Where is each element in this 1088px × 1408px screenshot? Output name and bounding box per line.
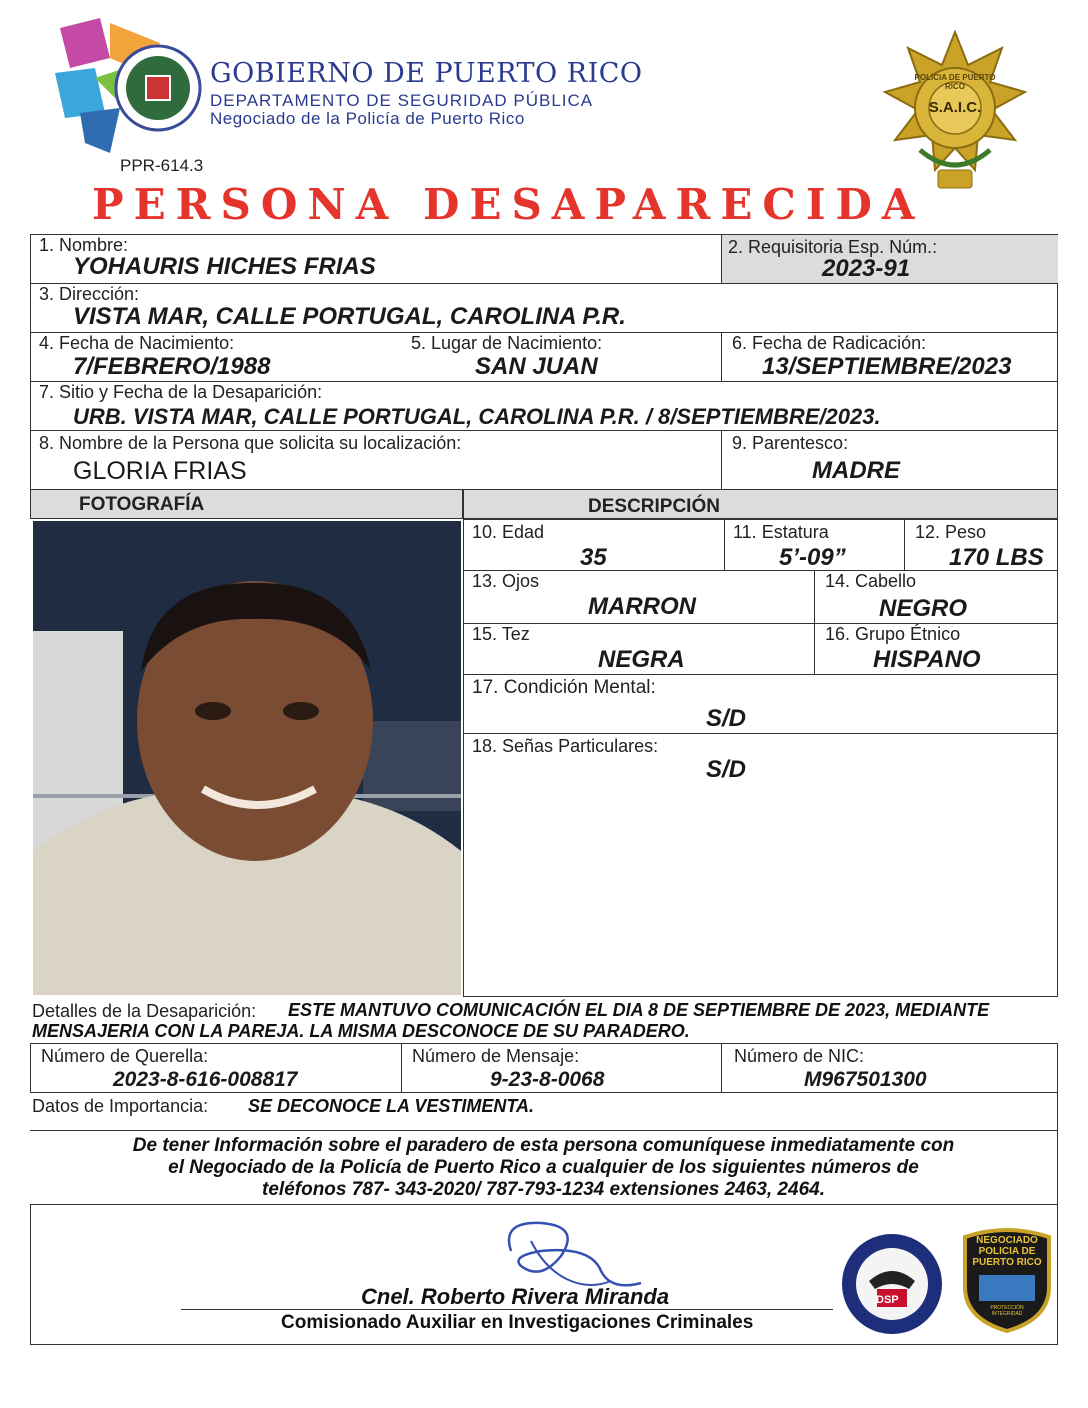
row-numeros <box>30 1043 1058 1093</box>
form-code: PPR-614.3 <box>120 156 204 175</box>
descripcion-header <box>463 489 1058 519</box>
photo-placeholder <box>33 521 461 995</box>
edad-value: 35 <box>580 544 607 571</box>
mental-value: S/D <box>706 705 747 732</box>
row-sitio <box>30 381 1058 431</box>
signer-name: Cnel. Roberto Rivera Miranda <box>361 1284 670 1309</box>
desc-row-b <box>464 571 1057 624</box>
signature-line <box>181 1309 833 1310</box>
mensaje-value: 9-23-8-0068 <box>490 1068 605 1091</box>
parentesco-label: 9. Parentesco: <box>732 433 849 453</box>
mensaje-cell <box>401 1044 721 1092</box>
cabello-cell <box>814 571 1058 623</box>
dsp-center-text: DSP <box>876 1294 899 1306</box>
nic-cell <box>721 1044 1058 1092</box>
lugar-value: SAN JUAN <box>475 353 598 380</box>
row-solicita <box>30 430 1058 490</box>
peso-value: 170 LBS <box>949 544 1044 571</box>
nacimiento-value: 7/FEBRERO/1988 <box>73 353 271 380</box>
descripcion-header-text: DESCRIPCIÓN <box>588 496 720 517</box>
direccion-value: VISTA MAR, CALLE PORTUGAL, CAROLINA P.R. <box>73 303 626 330</box>
npr-bottom-text: PROTECCIÓN INTEGRIDAD <box>990 1305 1024 1317</box>
estatura-value: 5’-09” <box>779 544 846 571</box>
detalles-line-1: ESTE MANTUVO COMUNICACIÓN EL DIA 8 DE SEPTIEMBRE DE 2023, MEDIANTE <box>288 1000 990 1020</box>
nombre-value: YOHAURIS HICHES FRIAS <box>73 253 376 280</box>
ojos-value: MARRON <box>588 593 696 620</box>
page-title: PERSONA DESAPARECIDA <box>92 180 925 229</box>
government-name: GOBIERNO DE PUERTO RICO <box>210 58 643 89</box>
solicita-label: 8. Nombre de la Persona que solicita su localización: <box>39 433 462 453</box>
contact-line-2: el Negociado de la Policía de Puerto Rico a cualquier de los siguientes números de <box>168 1157 919 1178</box>
direccion-label: 3. Dirección: <box>39 284 140 304</box>
detalles-label: Detalles de la Desaparición: <box>32 1001 257 1021</box>
nic-label: Número de NIC: <box>734 1046 865 1066</box>
row-direccion <box>30 283 1058 333</box>
foto-header <box>30 489 463 519</box>
signature-block <box>30 1205 1058 1345</box>
senas-label: 18. Señas Particulares: <box>472 736 659 756</box>
contact-line-1: De tener Información sobre el paradero de esta persona comuníquese inmediatamente con <box>132 1135 955 1156</box>
parentesco-cell <box>721 431 1058 489</box>
mensaje-label: Número de Mensaje: <box>412 1046 580 1066</box>
cabello-value: NEGRO <box>879 595 968 622</box>
detalles-block <box>30 997 1058 1043</box>
contact-block <box>30 1131 1058 1205</box>
tez-value: NEGRA <box>598 646 685 673</box>
dsp-seal <box>839 1231 945 1337</box>
signer-role: Comisionado Auxiliar en Investigaciones Criminales <box>281 1312 754 1333</box>
estatura-label: 11. Estatura <box>733 522 829 542</box>
desc-row-e <box>464 734 1057 996</box>
detalles-line-2: MENSAJERIA CON LA PAREJA. LA MISMA DESCONOCE DE SU PARADERO. <box>32 1021 690 1041</box>
nombre-label: 1. Nombre: <box>39 235 129 255</box>
government-logo <box>50 18 210 158</box>
datos-value: SE DECONOCE LA VESTIMENTA. <box>248 1096 535 1116</box>
ojos-label: 13. Ojos <box>472 571 540 591</box>
desc-row-d <box>464 675 1057 734</box>
peso-label: 12. Peso <box>915 522 987 542</box>
cabello-label: 14. Cabello <box>825 571 917 591</box>
radicacion-label: 6. Fecha de Radicación: <box>732 333 927 353</box>
header <box>0 0 1088 230</box>
desc-row-a <box>464 520 1057 571</box>
badge-center-text: S.A.I.C. <box>928 99 982 116</box>
badge-ring-text: POLICIA DE PUERTO RICO <box>914 73 996 91</box>
edad-label: 10. Edad <box>472 522 545 542</box>
lugar-label: 5. Lugar de Nacimiento: <box>411 333 603 353</box>
department-name: DEPARTAMENTO DE SEGURIDAD PÚBLICA <box>210 91 594 110</box>
estatura-cell <box>724 520 905 570</box>
foto-header-text: FOTOGRAFÍA <box>79 494 205 515</box>
requisitoria-cell <box>721 235 1058 283</box>
solicita-value: GLORIA FRIAS <box>73 457 247 485</box>
radicacion-cell <box>721 333 1058 381</box>
datos-block <box>30 1093 1058 1131</box>
requisitoria-label: 2. Requisitoria Esp. Núm.: <box>728 237 938 257</box>
contact-line-3: teléfonos 787- 343-2020/ 787-793-1234 extensiones 2463, 2464. <box>262 1179 825 1200</box>
nic-value: M967501300 <box>804 1068 927 1091</box>
desc-row-c <box>464 624 1057 675</box>
etnico-cell <box>814 624 1058 674</box>
parentesco-value: MADRE <box>812 457 900 484</box>
peso-cell <box>904 520 1058 570</box>
sitio-label: 7. Sitio y Fecha de la Desaparición: <box>39 382 323 402</box>
querella-value: 2023-8-616-008817 <box>113 1068 298 1091</box>
npr-top-text: NEGOCIADO POLICIA DE PUERTO RICO <box>972 1235 1042 1268</box>
bureau-name: Negociado de la Policía de Puerto Rico <box>210 109 525 128</box>
tez-label: 15. Tez <box>472 624 530 644</box>
requisitoria-value: 2023-91 <box>822 255 911 282</box>
radicacion-value: 13/SEPTIEMBRE/2023 <box>762 353 1012 380</box>
nacimiento-label: 4. Fecha de Nacimiento: <box>39 333 235 353</box>
row-nombre <box>30 234 1058 284</box>
senas-value: S/D <box>706 756 747 783</box>
etnico-label: 16. Grupo Étnico <box>825 624 961 644</box>
person-photo <box>33 521 461 995</box>
querella-label: Número de Querella: <box>41 1046 209 1066</box>
row-nacimiento <box>30 332 1058 382</box>
sitio-value: URB. VISTA MAR, CALLE PORTUGAL, CAROLINA P.R. / 8/SEPTIEMBRE/2023. <box>73 404 881 429</box>
mental-label: 17. Condición Mental: <box>472 677 656 698</box>
descripcion-grid <box>463 519 1058 997</box>
datos-label: Datos de Importancia: <box>32 1096 209 1116</box>
etnico-value: HISPANO <box>873 646 981 673</box>
